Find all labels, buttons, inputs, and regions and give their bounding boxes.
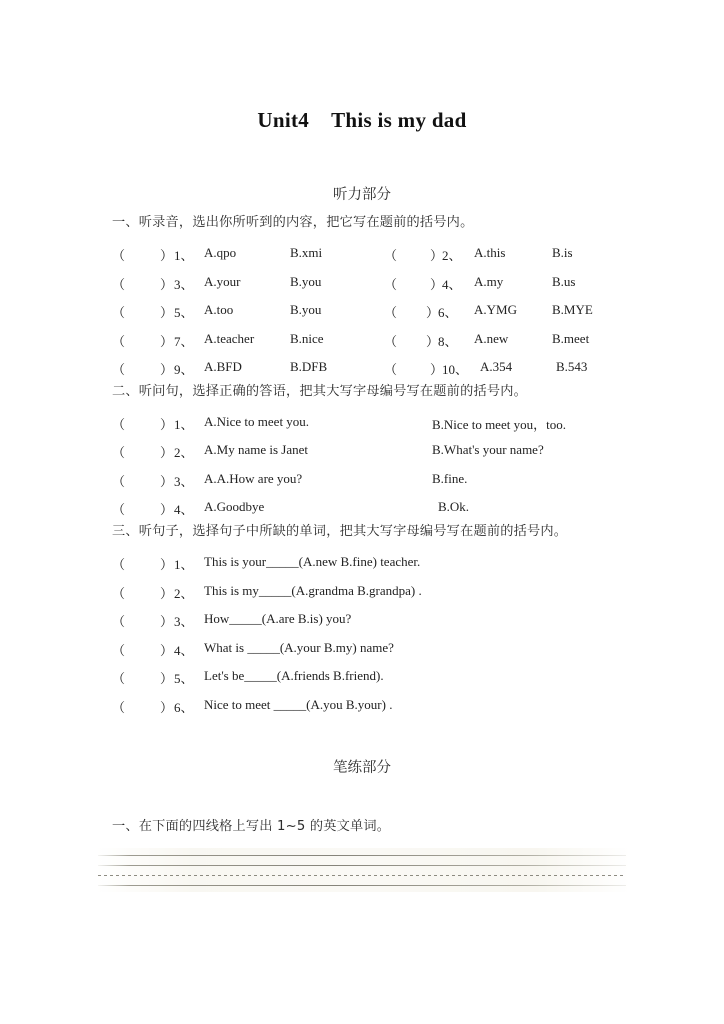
table-row — [112, 668, 642, 690]
answer-bracket-open[interactable]: （ — [112, 277, 126, 292]
question-sentence[interactable]: Let's be_____(A.friends B.friend). — [204, 668, 384, 683]
question-number: 8、 — [438, 334, 458, 349]
answer-bracket-close: ） — [160, 671, 174, 686]
table-row — [112, 697, 642, 719]
answer-bracket-open[interactable]: （ — [112, 700, 126, 715]
section-heading-listen-content: 一、听录音，选出你所听到的内容，把它写在题前的括号内。 — [112, 215, 474, 230]
part-heading-writing: 笔练部分 — [333, 760, 391, 776]
answer-bracket-open[interactable]: （ — [112, 362, 126, 377]
table-row — [112, 471, 642, 493]
answer-bracket-open[interactable]: （ — [112, 557, 126, 572]
answer-bracket-open[interactable]: （ — [112, 445, 126, 460]
question-number: 3、 — [174, 614, 194, 629]
option-a[interactable]: A.new — [474, 331, 509, 346]
grid-line-top — [98, 855, 626, 856]
option-a[interactable]: A.this — [474, 245, 506, 260]
option-a[interactable]: A.A.How are you? — [204, 471, 303, 486]
four-line-writing-grid[interactable] — [98, 852, 626, 888]
answer-bracket-close: ） — [426, 305, 440, 320]
option-b[interactable]: B.DFB — [290, 359, 328, 374]
table-row — [112, 583, 642, 605]
option-a[interactable]: A.354 — [480, 359, 513, 374]
option-b[interactable]: B.543 — [556, 359, 588, 374]
question-sentence[interactable]: Nice to meet _____(A.you B.your) . — [204, 697, 393, 712]
answer-bracket-open[interactable]: （ — [112, 305, 126, 320]
question-number: 10、 — [442, 362, 469, 377]
option-a[interactable]: A.BFD — [204, 359, 242, 374]
answer-bracket-open[interactable]: （ — [112, 586, 126, 601]
answer-bracket-open[interactable]: （ — [112, 671, 126, 686]
table-row — [112, 499, 642, 521]
option-b[interactable]: B.Nice to meet you，too. — [432, 417, 566, 432]
question-number: 1、 — [174, 248, 194, 263]
answer-bracket-close: ） — [160, 362, 174, 377]
question-number: 4、 — [442, 277, 462, 292]
table-row — [112, 302, 642, 324]
question-number: 2、 — [174, 445, 194, 460]
option-a[interactable]: A.too — [204, 302, 234, 317]
answer-bracket-open[interactable]: （ — [112, 417, 126, 432]
table-row — [112, 414, 642, 436]
answer-bracket-close: ） — [160, 586, 174, 601]
table-row — [112, 245, 642, 267]
page-title — [0, 108, 724, 133]
section-heading-listen-reply: 二、听问句，选择正确的答语，把其大写字母编号写在题前的括号内。 — [112, 384, 528, 399]
question-number: 2、 — [174, 586, 194, 601]
option-b[interactable]: B.you — [290, 302, 322, 317]
section-heading-listen-sentence: 三、听句子，选择句子中所缺的单词，把其大写字母编号写在题前的括号内。 — [112, 524, 568, 539]
option-b[interactable]: B.What's your name? — [432, 442, 544, 457]
answer-bracket-close: ） — [430, 277, 444, 292]
question-number: 5、 — [174, 305, 194, 320]
answer-bracket-close: ） — [160, 248, 174, 263]
answer-bracket-open[interactable]: （ — [112, 614, 126, 629]
option-b[interactable]: B.you — [290, 274, 322, 289]
section-heading-write-words: 一、在下面的四线格上写出 1~5 的英文单词。 — [112, 819, 391, 834]
answer-bracket-close: ） — [160, 614, 174, 629]
option-a[interactable]: A.YMG — [474, 302, 517, 317]
question-number: 4、 — [174, 643, 194, 658]
question-number: 6、 — [174, 700, 194, 715]
grid-line-baseline — [98, 885, 626, 886]
answer-bracket-close: ） — [160, 557, 174, 572]
answer-bracket-close: ） — [160, 643, 174, 658]
question-number: 1、 — [174, 417, 194, 432]
question-number: 1、 — [174, 557, 194, 572]
answer-bracket-close: ） — [160, 305, 174, 320]
table-row — [112, 611, 642, 633]
option-a[interactable]: A.teacher — [204, 331, 255, 346]
answer-bracket-open[interactable]: （ — [384, 277, 398, 292]
table-row — [112, 331, 642, 353]
table-row — [112, 359, 642, 381]
answer-bracket-close: ） — [426, 334, 440, 349]
answer-bracket-close: ） — [160, 700, 174, 715]
answer-bracket-close: ） — [160, 277, 174, 292]
answer-bracket-open[interactable]: （ — [112, 334, 126, 349]
option-b[interactable]: B.MYE — [552, 302, 593, 317]
question-number: 6、 — [438, 305, 458, 320]
answer-bracket-open[interactable]: （ — [112, 248, 126, 263]
option-b[interactable]: B.fine. — [432, 471, 468, 486]
answer-bracket-close: ） — [430, 248, 444, 263]
option-a[interactable]: A.Goodbye — [204, 499, 265, 514]
answer-bracket-open[interactable]: （ — [384, 362, 398, 377]
answer-bracket-close: ） — [160, 474, 174, 489]
answer-bracket-close: ） — [160, 417, 174, 432]
question-number: 3、 — [174, 277, 194, 292]
option-b[interactable]: B.xmi — [290, 245, 323, 260]
option-a[interactable]: A.qpo — [204, 245, 237, 260]
answer-bracket-open[interactable]: （ — [384, 248, 398, 263]
question-number: 2、 — [442, 248, 462, 263]
question-sentence[interactable]: How_____(A.are B.is) you? — [204, 611, 352, 626]
table-row — [112, 640, 642, 662]
answer-bracket-close: ） — [430, 362, 444, 377]
question-number: 4、 — [174, 502, 194, 517]
question-sentence[interactable]: This is your_____(A.new B.fine) teacher. — [204, 554, 421, 569]
answer-bracket-close: ） — [160, 445, 174, 460]
option-a[interactable]: A.Nice to meet you. — [204, 414, 310, 429]
option-b[interactable]: B.is — [552, 245, 573, 260]
table-row — [112, 274, 642, 296]
answer-bracket-open[interactable]: （ — [112, 643, 126, 658]
question-number: 5、 — [174, 671, 194, 686]
question-sentence[interactable]: What is _____(A.your B.my) name? — [204, 640, 394, 655]
table-row — [112, 554, 642, 576]
option-b[interactable]: B.us — [552, 274, 576, 289]
option-b[interactable]: B.meet — [552, 331, 590, 346]
question-number: 7、 — [174, 334, 194, 349]
option-b[interactable]: B.nice — [290, 331, 324, 346]
question-number: 9、 — [174, 362, 194, 377]
option-a[interactable]: A.your — [204, 274, 241, 289]
option-b[interactable]: B.Ok. — [438, 499, 470, 514]
answer-bracket-open[interactable]: （ — [112, 474, 126, 489]
question-sentence[interactable]: This is my_____(A.grandma B.grandpa) . — [204, 583, 422, 598]
answer-bracket-open[interactable]: （ — [112, 502, 126, 517]
answer-bracket-close: ） — [160, 502, 174, 517]
table-row — [112, 442, 642, 464]
part-heading-listening: 听力部分 — [333, 187, 391, 203]
answer-bracket-open[interactable]: （ — [384, 305, 398, 320]
title-unit: Unit4 — [257, 108, 310, 132]
option-a[interactable]: A.my — [474, 274, 504, 289]
grid-line-dashed-middle — [98, 875, 626, 876]
question-number: 3、 — [174, 474, 194, 489]
answer-bracket-open[interactable]: （ — [384, 334, 398, 349]
option-a[interactable]: A.My name is Janet — [204, 442, 308, 457]
title-text: This is my dad — [331, 108, 467, 132]
answer-bracket-close: ） — [160, 334, 174, 349]
grid-line-upper-middle — [98, 865, 626, 866]
